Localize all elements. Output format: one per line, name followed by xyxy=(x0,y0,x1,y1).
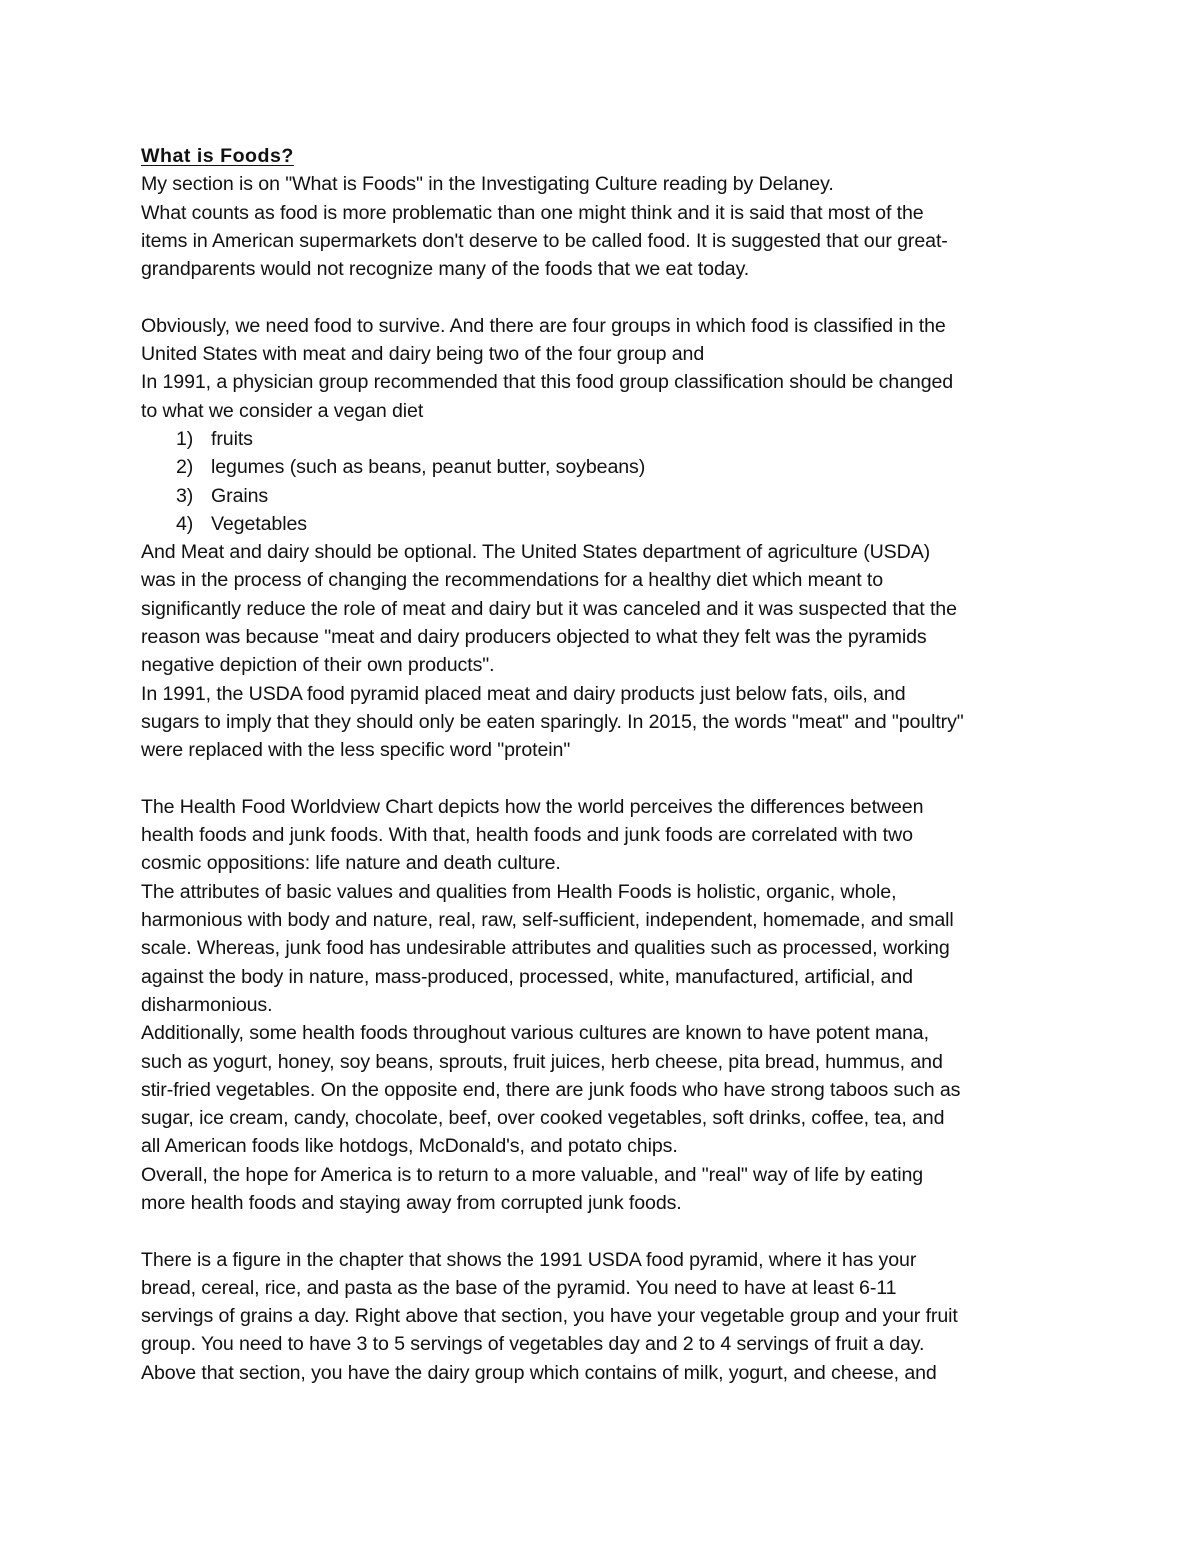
document-title: What is Foods? xyxy=(141,145,294,167)
list-item-number: 1) xyxy=(176,427,194,450)
list-item xyxy=(141,425,1071,453)
text-line: servings of grains a day. Right above that section, you have your vegetable group and your fruit xyxy=(141,1305,958,1328)
text-line: items in American supermarkets don't deserve to be called food. It is suggested that our great- xyxy=(141,229,948,252)
text-line: scale. Whereas, junk food has undesirable attributes and qualities such as processed, working xyxy=(141,937,950,960)
text-line: And Meat and dairy should be optional. The United States department of agriculture (USDA) xyxy=(141,541,931,564)
text-line: harmonious with body and nature, real, raw, self-sufficient, independent, homemade, and small xyxy=(141,909,954,932)
list-item-text: Grains xyxy=(211,484,269,507)
text-line: There is a figure in the chapter that shows the 1991 USDA food pyramid, where it has your xyxy=(141,1248,917,1271)
text-line: all American foods like hotdogs, McDonald's, and potato chips. xyxy=(141,1135,678,1158)
text-line: Overall, the hope for America is to return to a more valuable, and "real" way of life by eating xyxy=(141,1163,924,1186)
list-item-text: Vegetables xyxy=(211,512,307,535)
text-line: bread, cereal, rice, and pasta as the base of the pyramid. You need to have at least 6-11 xyxy=(141,1276,897,1299)
text-line: In 1991, the USDA food pyramid placed meat and dairy products just below fats, oils, and xyxy=(141,682,906,705)
list-item-text: fruits xyxy=(211,427,253,450)
text-line: United States with meat and dairy being two of the four group and xyxy=(141,343,705,366)
text-line: In 1991, a physician group recommended that this food group classification should be changed xyxy=(141,371,954,394)
text-line: The Health Food Worldview Chart depicts how the world perceives the differences between xyxy=(141,795,924,818)
text-line: Above that section, you have the dairy group which contains of milk, yogurt, and cheese, and xyxy=(141,1361,937,1384)
list-item xyxy=(141,510,1071,538)
list-item xyxy=(141,482,1071,510)
text-line: were replaced with the less specific word "protein" xyxy=(141,739,571,762)
document-body xyxy=(141,142,1071,1387)
text-line: grandparents would not recognize many of the foods that we eat today. xyxy=(141,258,750,281)
text-line: such as yogurt, honey, soy beans, sprouts, fruit juices, herb cheese, pita bread, hummus, and xyxy=(141,1050,943,1073)
list-item-number: 3) xyxy=(176,484,194,507)
paragraph-gap xyxy=(141,283,1071,311)
text-line: group. You need to have 3 to 5 servings of vegetables day and 2 to 4 servings of fruit a day. xyxy=(141,1333,925,1356)
text-line: My section is on "What is Foods" in the Investigating Culture reading by Delaney. xyxy=(141,173,834,196)
text-line: negative depiction of their own products". xyxy=(141,654,495,677)
text-line: to what we consider a vegan diet xyxy=(141,399,424,422)
paragraph-gap xyxy=(141,765,1071,793)
text-line: against the body in nature, mass-produced, processed, white, manufactured, artificial, and xyxy=(141,965,913,988)
list-item-number: 2) xyxy=(176,456,194,479)
text-line: health foods and junk foods. With that, health foods and junk foods are correlated with two xyxy=(141,824,913,847)
text-line: What counts as food is more problematic than one might think and it is said that most of the xyxy=(141,201,924,224)
text-line: cosmic oppositions: life nature and death culture. xyxy=(141,852,561,875)
text-line: The attributes of basic values and qualities from Health Foods is holistic, organic, whole, xyxy=(141,880,897,903)
list-item-text: legumes (such as beans, peanut butter, soybeans) xyxy=(211,456,646,479)
text-line: significantly reduce the role of meat and dairy but it was canceled and it was suspected that the xyxy=(141,597,957,620)
text-line: sugars to imply that they should only be eaten sparingly. In 2015, the words "meat" and "poultry" xyxy=(141,710,964,733)
list-item-number: 4) xyxy=(176,512,194,535)
text-line: disharmonious. xyxy=(141,993,273,1016)
text-line: sugar, ice cream, candy, chocolate, beef, over cooked vegetables, soft drinks, coffee, tea, and xyxy=(141,1107,945,1130)
text-line: Obviously, we need food to survive. And there are four groups in which food is classified in the xyxy=(141,314,946,337)
food-group-list xyxy=(141,425,1071,538)
text-line: Additionally, some health foods throughout various cultures are known to have potent mana, xyxy=(141,1022,929,1045)
text-line: was in the process of changing the recommendations for a healthy diet which meant to xyxy=(141,569,884,592)
text-line: more health foods and staying away from corrupted junk foods. xyxy=(141,1191,682,1214)
text-line: reason was because "meat and dairy producers objected to what they felt was the pyramids xyxy=(141,626,927,649)
paragraph-gap xyxy=(141,1217,1071,1245)
list-item xyxy=(141,453,1071,481)
text-line: stir-fried vegetables. On the opposite end, there are junk foods who have strong taboos such as xyxy=(141,1078,961,1101)
